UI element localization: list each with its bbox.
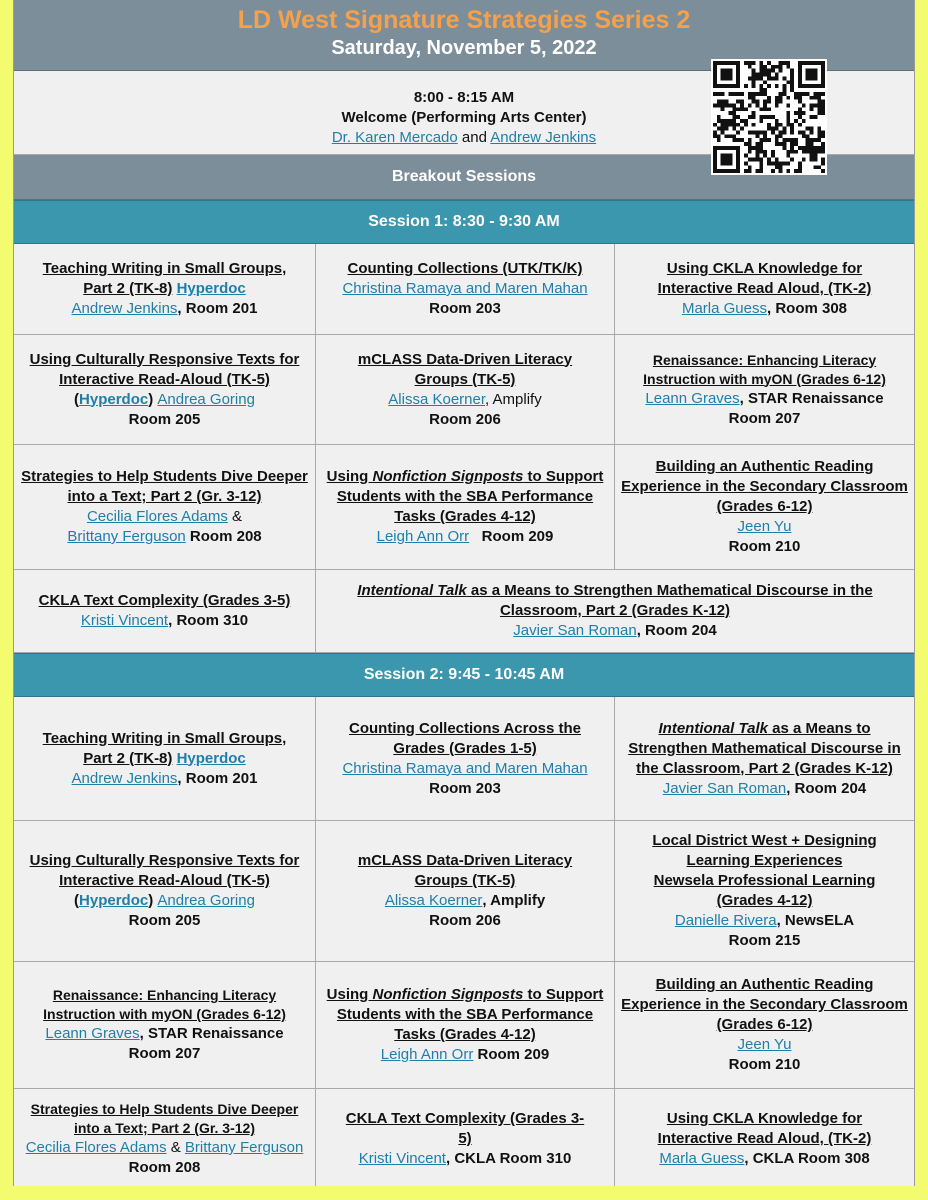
presenter-link[interactable]: Leigh Ann Orr: [380, 1046, 474, 1063]
presenter-link[interactable]: Leann Graves: [45, 1025, 140, 1042]
room-text: Room 205: [128, 410, 201, 428]
presenter-link[interactable]: Andrea Goring: [157, 390, 255, 408]
workshop-title: Using CKLA Knowledge for Interactive Read Aloud, (TK-2): [657, 1110, 872, 1147]
workshop-cell: [315, 962, 614, 1088]
workshop-cell: [614, 1089, 914, 1189]
schedule-document: [13, 0, 915, 1189]
presenter-link[interactable]: Andrea Goring: [157, 892, 255, 909]
room-text: Room 209: [469, 528, 554, 545]
presenter-link[interactable]: Christina Ramaya and Maren Mahan: [342, 280, 588, 297]
presenter-link[interactable]: Marla Guess: [659, 1150, 745, 1167]
workshop-title: CKLA Text Complexity (Grades 3-5): [345, 1110, 585, 1147]
presenter-link[interactable]: Jeen Yu: [737, 518, 792, 535]
welcome-block: [14, 71, 914, 155]
org-text: , Amplify: [482, 892, 546, 909]
workshop-title: Building an Authentic Reading Experience in the Secondary Classroom (Grades 6-12): [621, 458, 908, 515]
conjunction-text: &: [166, 1139, 185, 1156]
workshop-cell: [614, 335, 914, 444]
paren-text: (: [74, 892, 80, 909]
room-text: Room 203: [429, 300, 501, 317]
hyperdoc-link[interactable]: Hyperdoc: [79, 390, 149, 408]
workshop-title: Renaissance: Enhancing Literacy Instruction with myON (Grades 6-12): [643, 351, 886, 387]
workshop-cell: [315, 697, 614, 820]
presenter-link[interactable]: Christina Ramaya and Maren Mahan: [342, 759, 588, 777]
presenter-link[interactable]: Andrew Jenkins: [490, 129, 597, 146]
room-text: , CKLA Room 310: [445, 1150, 572, 1167]
presenter-link[interactable]: Kristi Vincent: [80, 612, 169, 629]
presenter-link[interactable]: Javier San Roman: [662, 779, 787, 797]
session-1-heading: Session 1: 8:30 - 9:30 AM: [14, 200, 914, 244]
presenter-link[interactable]: Andrew Jenkins: [71, 300, 178, 317]
session-row: [14, 335, 914, 445]
presenter-link[interactable]: Brittany Ferguson: [184, 1139, 304, 1156]
presenter-link[interactable]: Dr. Karen Mercado: [331, 129, 458, 146]
presenter-link[interactable]: Cecilia Flores Adams: [25, 1139, 167, 1156]
session-row: [14, 821, 914, 962]
workshop-title: Using Culturally Responsive Texts for Interactive Read-Aloud (TK-5): [29, 852, 300, 889]
workshop-cell: [14, 570, 315, 652]
room-text: Room 207: [128, 1045, 201, 1062]
workshop-title: Using Nonfiction Signposts to Support Students with the SBA Performance Tasks (Grades 4-12): [326, 986, 604, 1043]
presenter-link[interactable]: Leann Graves: [645, 389, 740, 407]
workshop-title: Intentional Talk as a Means to Strengthen Mathematical Discourse in the Classroom, Part 2 (Grades K-12): [357, 582, 873, 619]
workshop-title: Renaissance: Enhancing Literacy Instruction with myON (Grades 6-12): [43, 987, 286, 1022]
org-text: , Amplify: [485, 390, 542, 408]
room-text: Room 208: [128, 1159, 201, 1176]
breakout-sessions-heading: Breakout Sessions: [14, 155, 914, 200]
workshop-cell: [315, 821, 614, 961]
workshop-title: Newsela Professional Learning (Grades 4-12): [653, 872, 876, 909]
workshop-title: Strategies to Help Students Dive Deeper into a Text; Part 2 (Gr. 3-12): [21, 468, 308, 505]
workshop-cell: [614, 244, 914, 334]
workshop-cell: [14, 244, 315, 334]
presenter-link[interactable]: Kristi Vincent: [358, 1150, 446, 1167]
room-text: Room 206: [429, 410, 501, 428]
room-text: , Room 204: [786, 779, 867, 797]
page-edge: [0, 1186, 928, 1200]
welcome-title: Welcome (Performing Arts Center): [341, 109, 587, 126]
workshop-cell: [614, 445, 914, 569]
org-text: , STAR Renaissance: [739, 389, 884, 407]
room-text: , Room 308: [767, 300, 848, 317]
room-text: Room 205: [128, 912, 201, 929]
workshop-cell: [315, 244, 614, 334]
workshop-title: Building an Authentic Reading Experience in the Secondary Classroom (Grades 6-12): [621, 976, 908, 1033]
org-text: , NewsELA: [776, 912, 855, 929]
session-row: [14, 244, 914, 335]
workshop-title: Part 2 (TK-8): [83, 280, 173, 297]
room-text: Room 209: [473, 1046, 550, 1063]
hyperdoc-link[interactable]: Hyperdoc: [79, 892, 149, 909]
presenter-link[interactable]: Andrew Jenkins: [71, 769, 178, 787]
welcome-time: 8:00 - 8:15 AM: [413, 89, 515, 106]
room-text: Room 208: [185, 528, 262, 545]
presenter-link[interactable]: Alissa Koerner: [388, 390, 486, 408]
page-title: LD West Signature Strategies Series 2: [237, 6, 691, 34]
workshop-cell: [14, 335, 315, 444]
workshop-cell: [14, 962, 315, 1088]
hyperdoc-link[interactable]: Hyperdoc: [176, 749, 246, 767]
workshop-title: Teaching Writing in Small Groups,: [42, 260, 287, 277]
presenter-link[interactable]: Alissa Koerner: [384, 892, 483, 909]
room-text: Room 210: [728, 1056, 801, 1073]
org-text: , STAR Renaissance: [139, 1025, 284, 1042]
workshop-title: CKLA Text Complexity (Grades 3-5): [38, 592, 291, 609]
workshop-title: Using CKLA Knowledge for Interactive Read Aloud, (TK-2): [657, 260, 872, 297]
workshop-cell: [315, 1089, 614, 1189]
session-row: [14, 962, 914, 1089]
paren-text: ): [148, 892, 158, 909]
presenter-link[interactable]: Brittany Ferguson: [67, 528, 186, 545]
hyperdoc-link[interactable]: Hyperdoc: [176, 280, 246, 297]
presenter-link[interactable]: Leigh Ann Orr: [376, 528, 470, 545]
workshop-cell: [14, 445, 315, 569]
workshop-cell: [14, 1089, 315, 1189]
workshop-title: Counting Collections Across the Grades (Grades 1-5): [349, 719, 581, 757]
room-text: Room 210: [728, 538, 801, 555]
workshop-title: Local District West + Designing Learning Experiences: [652, 832, 877, 869]
session-2-heading: Session 2: 9:45 - 10:45 AM: [14, 653, 914, 697]
presenter-link[interactable]: Cecilia Flores Adams: [86, 508, 228, 525]
conjunction-text: &: [227, 508, 243, 525]
workshop-cell: [14, 697, 315, 820]
event-date: Saturday, November 5, 2022: [331, 37, 597, 59]
workshop-cell: [315, 570, 914, 652]
workshop-title: Using Nonfiction Signposts to Support Students with the SBA Performance Tasks (Grades 4-12): [326, 468, 604, 525]
workshop-cell: [315, 335, 614, 444]
paren-text: ): [148, 390, 158, 408]
conjunction-text: and: [457, 129, 491, 146]
session-row: [14, 570, 914, 653]
workshop-title: mCLASS Data-Driven Literacy Groups (TK-5): [357, 350, 573, 388]
session-row: [14, 1089, 914, 1189]
workshop-title: Intentional Talk as a Means to Strengthen Mathematical Discourse in the Classroom, Part 2 (Grades K-12): [628, 719, 901, 777]
paren-text: (: [74, 390, 80, 408]
workshop-title: Teaching Writing in Small Groups,: [42, 729, 287, 747]
room-text: Room 203: [429, 779, 501, 797]
room-text: , Room 201: [177, 300, 258, 317]
presenter-link[interactable]: Jeen Yu: [737, 1036, 792, 1053]
workshop-title: Using Culturally Responsive Texts for Interactive Read-Aloud (TK-5): [29, 350, 300, 388]
room-text: , Room 204: [636, 622, 717, 639]
room-text: , Room 201: [177, 769, 258, 787]
workshop-cell: [614, 962, 914, 1088]
workshop-cell: [315, 445, 614, 569]
workshop-title: Strategies to Help Students Dive Deeper into a Text; Part 2 (Gr. 3-12): [30, 1101, 299, 1136]
room-text: Room 206: [429, 912, 501, 929]
room-text: , CKLA Room 308: [744, 1150, 870, 1167]
workshop-title: Counting Collections (UTK/TK/K): [347, 260, 583, 277]
session-row: [14, 445, 914, 570]
workshop-title: mCLASS Data-Driven Literacy Groups (TK-5): [357, 852, 573, 889]
session-row: [14, 697, 914, 821]
presenter-link[interactable]: Marla Guess: [681, 300, 767, 317]
qr-code-icon[interactable]: [711, 59, 827, 175]
room-text: Room 207: [728, 409, 801, 427]
room-text: , Room 310: [168, 612, 249, 629]
workshop-cell: [614, 821, 914, 961]
workshop-cell: [614, 697, 914, 820]
room-text: Room 215: [728, 932, 801, 949]
workshop-title: Part 2 (TK-8): [83, 749, 173, 767]
presenter-link[interactable]: Javier San Roman: [513, 622, 637, 639]
presenter-link[interactable]: Danielle Rivera: [674, 912, 777, 929]
workshop-cell: [14, 821, 315, 961]
